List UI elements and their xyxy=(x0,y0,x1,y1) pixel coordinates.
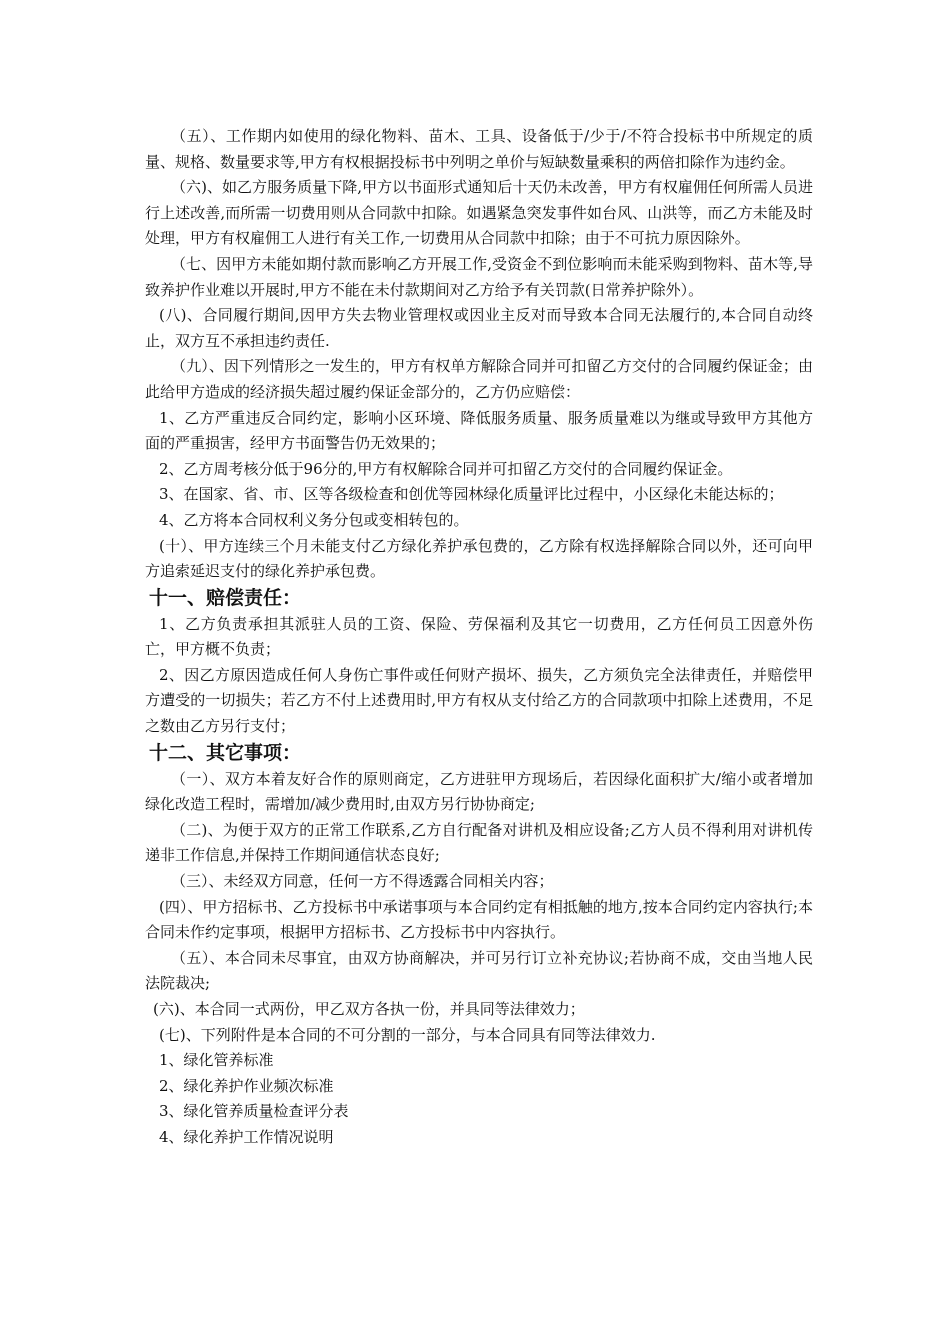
section-11-heading: 十一、赔偿责任： xyxy=(149,586,302,609)
clause-9-item-1: 1、乙方严重违反合同约定，影响小区环境、降低服务质量、服务质量难以为继或导致甲方其他方面的严重损害，经甲方书面警告仍无效果的； xyxy=(145,408,813,453)
clause-10: (十）、甲方连续三个月未能支付乙方绿化养护承包费的，乙方除有权选择解除合同以外，还可向甲方追索延迟支付的绿化养护承包费。 xyxy=(145,536,813,581)
section-12-clause-7: (七)、下列附件是本合同的不可分割的一部分，与本合同具有同等法律效力. xyxy=(159,1025,656,1044)
section-11 xyxy=(145,612,813,740)
section-12-clause-3: （三）、未经双方同意，任何一方不得透露合同相关内容； xyxy=(171,872,554,891)
clause-5: （五）、工作期内如使用的绿化物料、苗木、工具、设备低于/少于/不符合投标书中所规定的质量、规格、数量要求等,甲方有权根据投标书中列明之单价与短缺数量乘积的两倍扣除作为违约金。 xyxy=(145,127,813,171)
attachment-3: 3、绿化管养质量检查评分表 xyxy=(159,1102,349,1121)
section-12-clause-2: （二)、为便于双方的正常工作联系,乙方自行配备对讲机及相应设备;乙方人员不得利用对讲机传递非工作信息,并保持工作期间通信状态良好; xyxy=(145,820,813,865)
section-10-continued xyxy=(145,124,813,585)
contract-page xyxy=(145,124,813,1151)
attachment-1: 1、绿化管养标准 xyxy=(159,1051,274,1070)
clause-9-item-3: 3、在国家、省、市、区等各级检查和创优等园林绿化质量评比过程中，小区绿化未能达标的； xyxy=(159,485,784,504)
clause-9: （九）、因下列情形之一发生的，甲方有权单方解除合同并可扣留乙方交付的合同履约保证金；由此给甲方造成的经济损失超过履约保证金部分的，乙方仍应赔偿： xyxy=(145,357,813,401)
clause-9-item-2: 2、乙方周考核分低于96分的,甲方有权解除合同并可扣留乙方交付的合同履约保证金。 xyxy=(159,459,733,478)
section-12-heading: 十二、其它事项： xyxy=(149,741,302,764)
attachment-4: 4、绿化养护工作情况说明 xyxy=(159,1127,334,1146)
section-12-clause-6: (六)、本合同一式两份，甲乙双方各执一份，并具同等法律效力； xyxy=(153,1000,585,1018)
clause-8: (八)、合同履行期间,因甲方失去物业管理权或因业主反对而导致本合同无法履行的,本合同自动终止，双方互不承担违约责任. xyxy=(145,306,813,350)
section-12-clause-1: （一）、双方本着友好合作的原则商定，乙方进驻甲方现场后，若因绿化面积扩大/缩小或者增加绿化改造工程时，需增加/减少费用时,由双方另行协协商定; xyxy=(145,769,813,814)
section-12-clause-5: （五）、本合同未尽事宜，由双方协商解决，并可另行订立补充协议;若协商不成，交由当地人民法院裁决; xyxy=(145,948,813,993)
clause-6: （六)、如乙方服务质量下降,甲方以书面形式通知后十天仍未改善，甲方有权雇佣任何所需人员进行上述改善,而所需一切费用则从合同款中扣除。如遇紧急突发事件如台风、山洪等，而乙方未能及时处理，甲方有权雇佣工人进行有关工作,一切费用从合同款中扣除；由于不可抗力原因除外。 xyxy=(145,178,813,248)
section-12-clause-4: (四）、甲方招标书、乙方投标书中承诺事项与本合同约定有相抵触的地方,按本合同约定内容执行;本合同未作约定事项，根据甲方招标书、乙方投标书中内容执行。 xyxy=(145,897,813,942)
section-12 xyxy=(145,767,813,1151)
section-11-item-1: 1、乙方负责承担其派驻人员的工资、保险、劳保福利及其它一切费用，乙方任何员工因意外伤亡，甲方概不负责； xyxy=(145,614,813,659)
clause-7: （七、因甲方未能如期付款而影响乙方开展工作,受资金不到位影响而未能采购到物料、苗木等,导致养护作业难以开展时,甲方不能在未付款期间对乙方给予有关罚款(日常养护除外）。 xyxy=(145,254,813,299)
attachment-2: 2、绿化养护作业频次标准 xyxy=(159,1076,334,1095)
clause-9-item-4: 4、乙方将本合同权利义务分包或变相转包的。 xyxy=(159,510,469,529)
section-11-item-2: 2、因乙方原因造成任何人身伤亡事件或任何财产损坏、损失，乙方须负完全法律责任，并赔偿甲方遭受的一切损失；若乙方不付上述费用时,甲方有权从支付给乙方的合同款项中扣除上述费用，不足之数由乙方另行支付； xyxy=(145,665,813,736)
